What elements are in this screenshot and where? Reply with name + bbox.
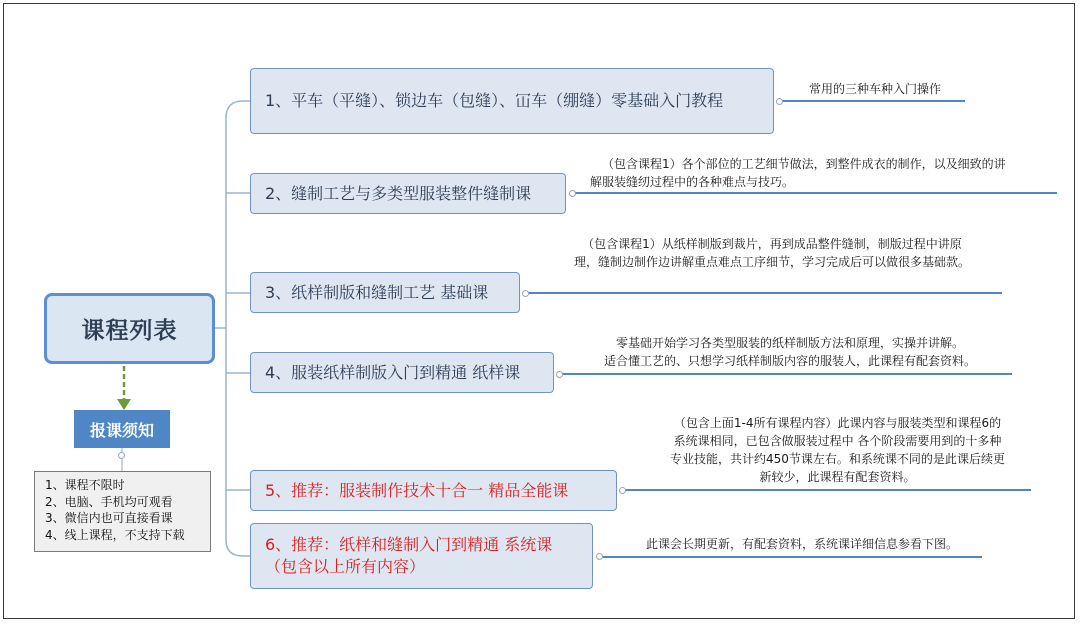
note-line: 此课会长期更新，有配套资料，系统课详细信息参看下图。 [645, 537, 958, 551]
notice-item: 2、电脑、手机均可观看 [45, 494, 173, 509]
collapse-toggle-icon[interactable] [556, 371, 563, 378]
note-line: 理，缝制边制作边讲解重点难点工序细节，学习完成后可以做很多基础款。 [573, 255, 970, 269]
course-title: 1、平车（平缝）、锁边车（包缝）、冚车（绷缝）零基础入门教程 [265, 91, 724, 110]
course-note-2 [590, 155, 1055, 191]
course-note-4 [575, 334, 1005, 370]
course-node-6[interactable] [250, 523, 593, 589]
course-node-1[interactable] [250, 68, 774, 134]
note-line: （包含课程1）从纸样制版到裁片，再到成品整件缝制，制版过程中讲原 [582, 237, 962, 251]
notice-arrow [117, 366, 131, 410]
course-title: 6、推荐：纸样和缝制入门到精通 系统课（包含以上所有内容） [265, 535, 553, 576]
note-line: （包含上面1-4所有课程内容）此课内容与服装类型和课程6的 [673, 416, 1002, 430]
collapse-toggle-icon[interactable] [118, 452, 125, 459]
note-line: 新较少，此课程有配套资料。 [759, 470, 916, 484]
collapse-toggle-icon[interactable] [619, 487, 626, 494]
collapse-toggle-icon[interactable] [522, 290, 529, 297]
course-node-5[interactable] [250, 470, 617, 511]
notice-item: 1、课程不限时 [45, 478, 125, 492]
course-node-4[interactable] [250, 352, 554, 393]
course-title: 5、推荐：服装制作技术十合一 精品全能课 [265, 480, 569, 500]
central-topic[interactable]: 课程列表 [44, 293, 215, 364]
course-note-3 [542, 235, 1002, 271]
collapse-toggle-icon[interactable] [569, 190, 576, 197]
course-note-6 [612, 535, 992, 553]
notice-item: 3、微信内也可直接看课 [45, 511, 173, 525]
note-line: 专业技能，共计约450节课左右。和系统课不同的是此课后续更 [670, 452, 1005, 466]
notice-list [34, 471, 211, 552]
course-title: 3、纸样制版和缝制工艺 基础课 [265, 282, 489, 302]
note-line: 系统课相同，已包含做服装过程中 各个阶段需要用到的十多种 [673, 434, 1002, 448]
course-node-3[interactable] [250, 272, 520, 313]
course-title: 4、服装纸样制版入门到精通 纸样课 [265, 362, 521, 382]
course-node-2[interactable] [250, 173, 566, 214]
branch-connectors [215, 101, 250, 556]
collapse-toggle-icon[interactable] [596, 553, 603, 560]
note-line: 常用的三种车种入门操作 [808, 82, 941, 96]
collapse-toggle-icon[interactable] [776, 98, 783, 105]
note-line: 零基础开始学习各类型服装的纸样制版方法和原理，实操并讲解。 [615, 336, 964, 350]
course-note-1 [790, 80, 960, 98]
notice-item: 4、线上课程，不支持下载 [45, 527, 185, 542]
course-title: 2、缝制工艺与多类型服装整件缝制课 [265, 183, 532, 203]
course-note-5 [640, 414, 1035, 486]
note-line: 适合懂工艺的、只想学习纸样制版内容的服装人，此课程有配套资料。 [603, 354, 976, 368]
note-line: （包含课程1）各个部位的工艺细节做法，到整件成衣的制作，以及细致的讲 [602, 157, 1006, 171]
note-line: 解服装缝纫过程中的各种难点与技巧。 [590, 175, 795, 189]
notice-title[interactable]: 报课须知 [74, 410, 170, 448]
